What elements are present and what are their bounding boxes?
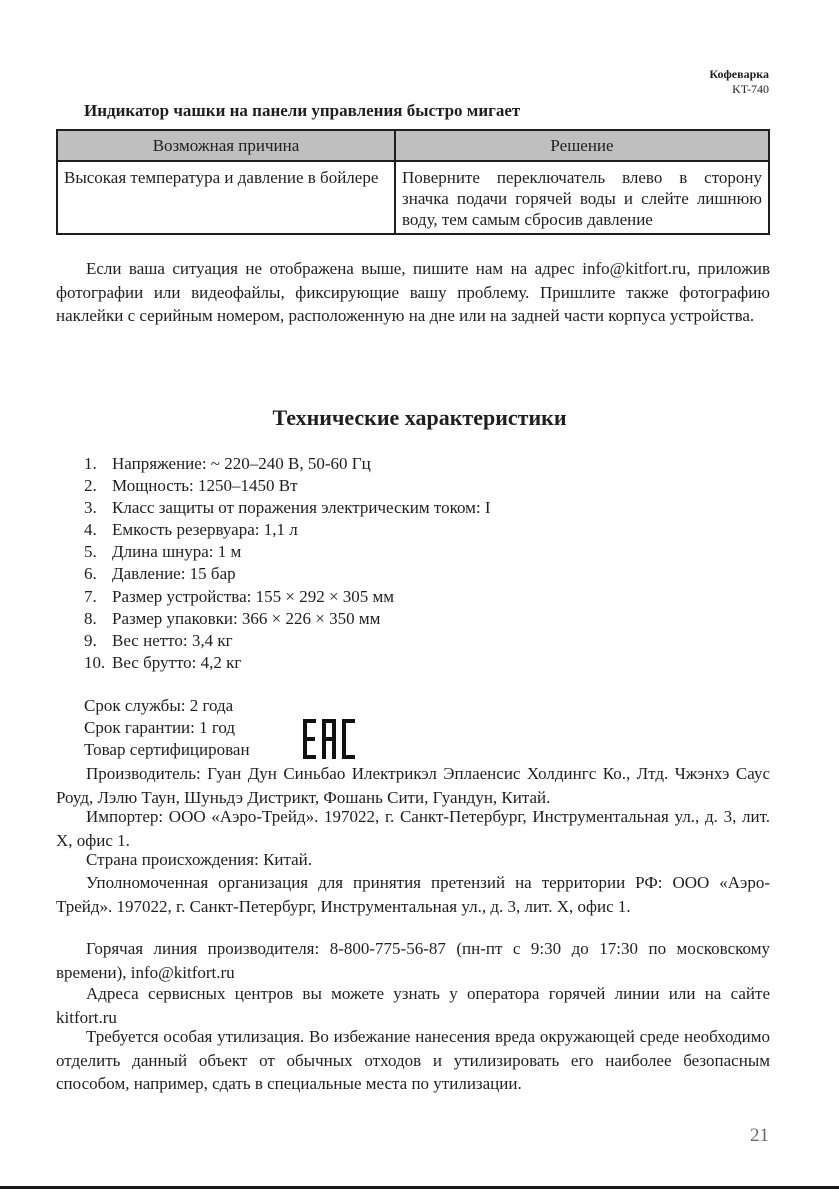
list-item: 2. Мощность: 1250–1450 Вт [84,476,298,496]
hotline: Горячая линия производителя: 8-800-775-56-87 (пн-пт с 9:30 до 17:30 по московскому времени), info@kitfort.ru [56,939,770,982]
disposal-note: Требуется особая утилизация. Во избежание нанесения вреда окружающей среде необходимо отделить данный объект от обычных отходов и утилизировать его наиболее безопасным способом, например, сдать в специальные места по утилизации. [56,1027,770,1093]
header-cause: Возможная причина [57,130,395,161]
table-row [57,161,769,234]
header-model: KT-740 [732,82,769,96]
cell-cause: Высокая температура и давление в бойлере [57,161,395,234]
importer: Импортер: ООО «Аэро-Трейд». 197022, г. Санкт-Петербург, Инструментальная ул., д. 3, лит. Х, офис 1. [56,807,770,850]
list-item: 8. Размер упаковки: 366 × 226 × 350 мм [84,608,381,628]
certified: Товар сертифицирован [84,740,250,759]
header-product: Кофеварка [709,67,769,81]
service-centers: Адреса сервисных центров вы можете узнать у оператора горячей линии или на сайте kitfort.ru [56,984,770,1027]
tech-title: Технические характеристики [272,405,567,430]
service-life: Срок службы: 2 года [84,696,234,715]
list-item: 1. Напряжение: ~ 220–240 В, 50-60 Гц [84,454,371,473]
trouble-title: Индикатор чашки на панели управления быстро мигает [84,101,521,120]
list-item: 5. Длина шнура: 1 м [84,542,242,562]
authorized-org: Уполномоченная организация для принятия претензий на территории РФ: ООО «Аэро-Трейд». 197022, г. Санкт-Петербург, Инструментальная ул., д. 3, лит. Х, офис 1. [56,873,770,916]
page-number: 21 [750,1125,769,1146]
spec-list [84,453,491,674]
warranty: Срок гарантии: 1 год [84,718,236,737]
header-solution: Решение [395,130,769,161]
list-item: 7. Размер устройства: 155 × 292 × 305 мм [84,586,395,606]
list-item: 4. Емкость резервуара: 1,1 л [84,520,298,540]
page-header [709,67,769,97]
eac-mark-icon [303,717,355,761]
list-item: 3. Класс защиты от поражения электрическим током: I [84,498,491,518]
list-item: 10. Вес брутто: 4,2 кг [84,652,242,672]
contact-paragraph: Если ваша ситуация не отображена выше, пишите нам на адрес info@kitfort.ru, приложив фотографии или видеофайлы, фиксирующие вашу проблему. Пришлите также фотографию наклейки с серийным номером, расположенную на дне или на задней части корпуса устройства. [56,259,770,325]
list-item: 6. Давление: 15 бар [84,564,236,584]
manufacturer: Производитель: Гуан Дун Синьбао Илектрикэл Эплаенсис Холдингс Ко., Лтд. Чжэнхэ Саус Роуд, Лэлю Таун, Шуньдэ Дистрикт, Фошань Сити, Гуандун, Китай. [56,764,770,807]
list-item: 9. Вес нетто: 3,4 кг [84,630,233,650]
cell-solution: Поверните переключатель влево в сторону значка подачи горячей воды и слейте лишнюю воду, тем самым сбросив давление [395,161,769,234]
origin: Страна происхождения: Китай. [86,850,313,869]
trouble-table [56,129,770,235]
table-header-row [57,130,769,161]
